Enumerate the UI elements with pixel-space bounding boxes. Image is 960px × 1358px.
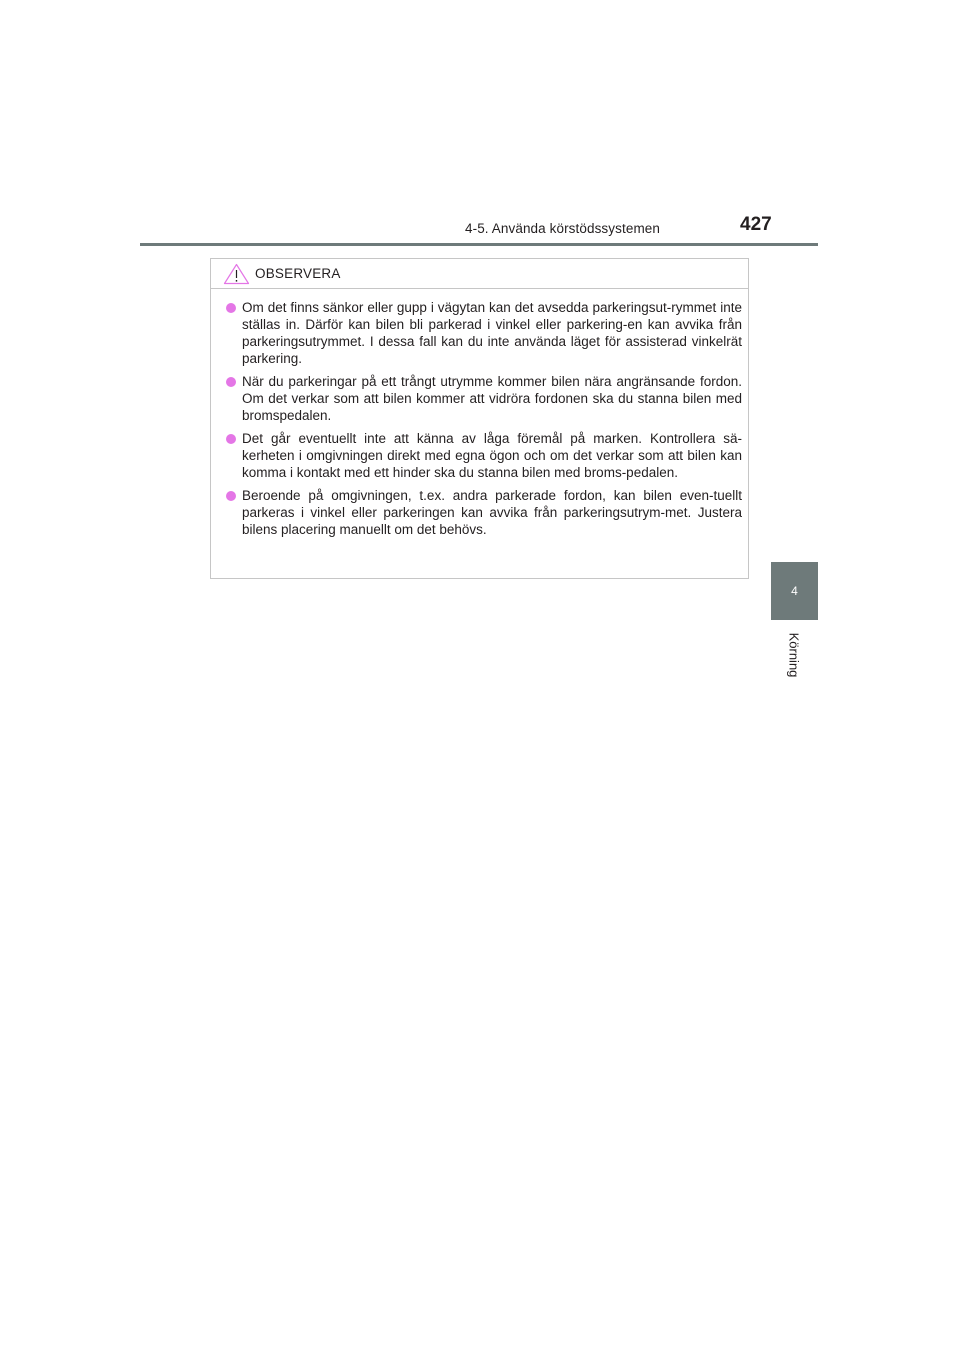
bullet-icon [226,303,236,313]
bullet-icon [226,377,236,387]
notice-header [211,259,748,289]
notice-item [226,299,742,367]
notice-item-text: Det går eventuellt inte att känna av låga föremål på marken. Kontrollera sä-kerheten i omgivningen direkt med egna ögon och om det verkar som att bilen kan komma i kontakt med ett hinder ska du stanna bilen med broms-pedalen. [242,431,742,480]
notice-list [211,289,748,538]
chapter-tab [771,562,818,620]
notice-item [226,430,742,481]
notice-item-text: Om det finns sänkor eller gupp i vägytan kan det avsedda parkeringsut-rymmet inte ställas in. Därför kan bilen bli parkerad i vinkel eller parkering-en kan avvika från parkeringsutrymmet. I dessa fall kan du inte använda läget för assisterad vinkelrät parkering. [242,300,742,366]
header-divider [140,243,818,246]
bullet-icon [226,491,236,501]
notice-item-text: När du parkeringar på ett trångt utrymme kommer bilen nära angränsande fordon. Om det verkar som att bilen kommer att vidröra fordonen ska du stanna bilen med bromspedalen. [242,374,742,423]
notice-item [226,373,742,424]
notice-box [210,258,749,579]
chapter-number: 4 [791,584,798,598]
page-number: 427 [740,214,772,235]
notice-item [226,487,742,538]
section-title: 4-5. Använda körstödssystemen [465,221,661,236]
notice-title: OBSERVERA [255,266,341,281]
notice-item-text: Beroende på omgivningen, t.ex. andra parkerade fordon, kan bilen even-tuellt parkeras i vinkel eller parkeringen kan avvika från parkeringsutrym-met. Justera bilens placering manuellt om det behövs. [242,488,742,537]
chapter-label: Körning [786,632,802,678]
bullet-icon [226,434,236,444]
warning-triangle-icon [223,263,250,285]
